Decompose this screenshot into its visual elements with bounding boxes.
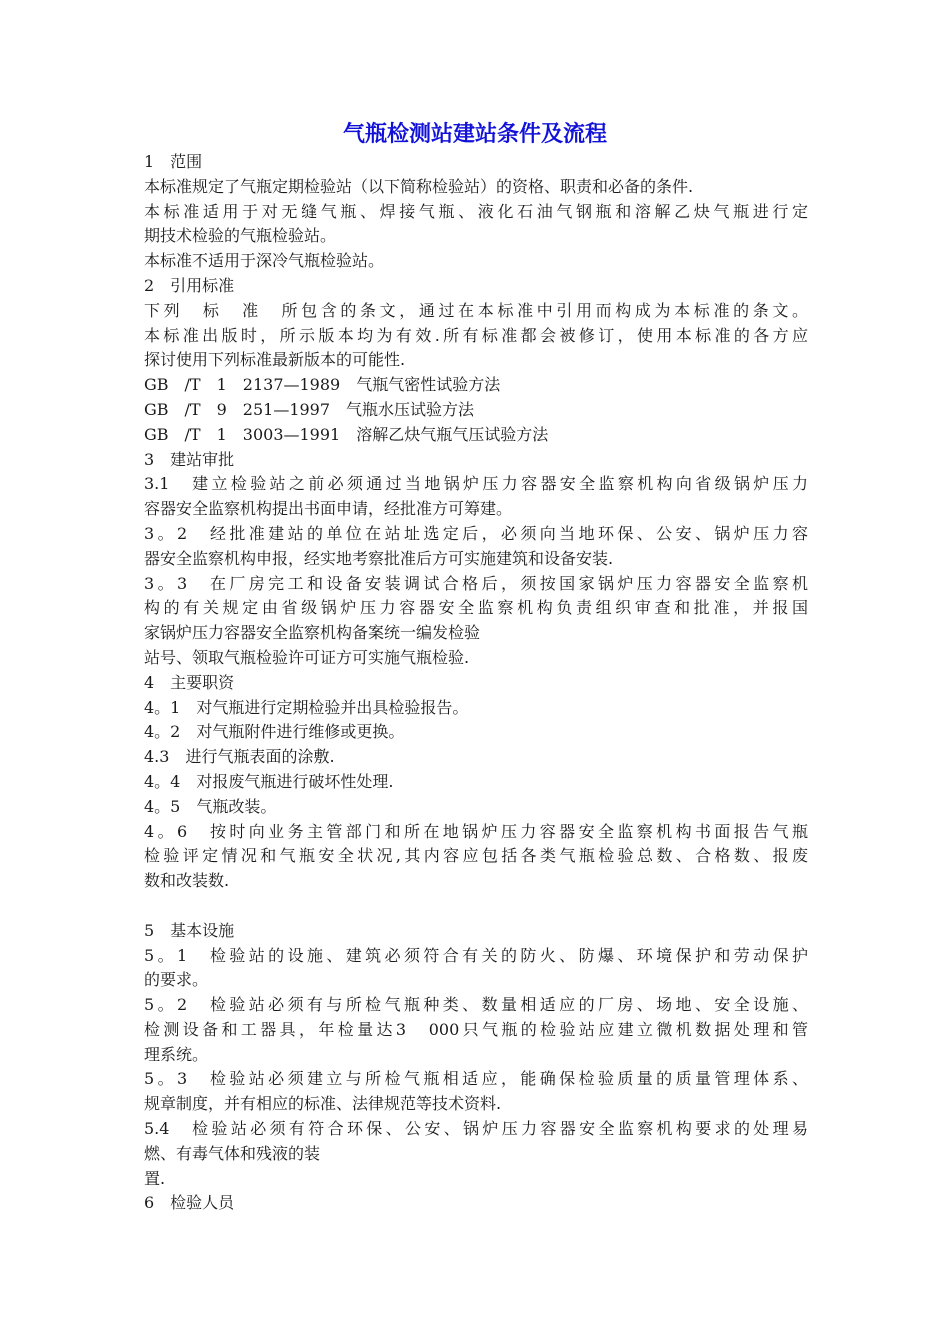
text-line: 本标准不适用于深冷气瓶检验站。	[144, 251, 385, 271]
text-line: 数和改装数.	[144, 871, 230, 891]
text-line: 检测设备和工器具，年检量达3 000只气瓶的检验站应建立微机数据处理和管	[144, 1019, 808, 1039]
document-title: 气瓶检测站建站条件及流程	[342, 122, 607, 147]
text-line: 检验评定情况和气瓶安全状况,其内容应包括各类气瓶检验总数、合格数、报废	[144, 846, 808, 866]
text-line: 规章制度，并有相应的标准、法律规范等技术资料.	[144, 1094, 502, 1114]
text-line: 期技术检验的气瓶检验站。	[144, 226, 337, 246]
text-line: 4.3 进行气瓶表面的涂敷.	[144, 747, 335, 767]
text-line: 4。4 对报废气瓶进行破坏性处理.	[144, 771, 394, 791]
text-line: 器安全监察机构申报，经实地考察批准后方可实施建筑和设备安装.	[144, 548, 614, 568]
text-line: 4。1 对气瓶进行定期检验并出具检验报告。	[144, 697, 469, 717]
text-line: 家锅炉压力容器安全监察机构备案统一编发检验	[144, 623, 481, 643]
text-line	[144, 894, 808, 919]
text-line: 下列 标 准 所包含的条文，通过在本标准中引用而构成为本标准的条文。	[144, 300, 808, 320]
text-line: 置.	[144, 1168, 166, 1188]
text-line: 本标准出版时，所示版本均为有效.所有标准都会被修订，使用本标准的各方应	[144, 325, 808, 345]
text-line: 本标准规定了气瓶定期检验站（以下简称检验站）的资格、职责和必备的条件.	[144, 176, 694, 196]
text-line: 燃、有毒气体和残液的装	[144, 1143, 321, 1163]
text-line: 3.1 建立检验站之前必须通过当地锅炉压力容器安全监察机构向省级锅炉压力	[144, 474, 808, 494]
text-line: 3。3 在厂房完工和设备安装调试合格后，须按国家锅炉压力容器安全监察机	[144, 573, 808, 593]
text-line: 3 建站审批	[144, 449, 235, 469]
text-line: 的要求。	[144, 970, 209, 990]
text-line: 4 主要职资	[144, 672, 235, 692]
text-line: 4。2 对气瓶附件进行维修或更换。	[144, 722, 405, 742]
text-line: 理系统。	[144, 1044, 209, 1064]
text-line: 容器安全监察机构提出书面申请，经批准方可筹建。	[144, 499, 513, 519]
text-line: 4。5 气瓶改装。	[144, 796, 277, 816]
text-line: 探讨使用下列标准最新版本的可能性.	[144, 350, 406, 370]
text-line: 4。6 按时向业务主管部门和所在地锅炉压力容器安全监察机构书面报告气瓶	[144, 821, 808, 841]
text-line: 2 引用标准	[144, 275, 235, 295]
text-line: GB /T 1 2137—1989 气瓶气密性试验方法	[144, 375, 501, 395]
text-line: 5 基本设施	[144, 920, 235, 940]
text-line: 本标准适用于对无缝气瓶、焊接气瓶、液化石油气钢瓶和溶解乙炔气瓶进行定	[144, 201, 808, 221]
text-line: 6 检验人员	[144, 1193, 235, 1213]
text-line: 1 范围	[144, 152, 203, 171]
text-line: GB /T 9 251—1997 气瓶水压试验方法	[144, 399, 475, 419]
text-line: 构的有关规定由省级锅炉压力容器安全监察机构负责组织审查和批准，并报国	[144, 598, 808, 618]
text-line: 5。1 检验站的设施、建筑必须符合有关的防火、防爆、环境保护和劳动保护	[144, 945, 808, 965]
text-line: 3。2 经批准建站的单位在站址选定后，必须向当地环保、公安、锅炉压力容	[144, 523, 808, 543]
text-line: 5.4 检验站必须有符合环保、公安、锅炉压力容器安全监察机构要求的处理易	[144, 1119, 808, 1139]
text-line: 5。3 检验站必须建立与所检气瓶相适应，能确保检验质量的质量管理体系、	[144, 1069, 808, 1089]
text-line: GB /T 1 3003—1991 溶解乙炔气瓶气压试验方法	[144, 424, 549, 444]
document-body	[144, 150, 808, 1216]
text-line: 站号、领取气瓶检验许可证方可实施气瓶检验.	[144, 647, 470, 667]
text-line: 5。2 检验站必须有与所检气瓶种类、数量相适应的厂房、场地、安全设施、	[144, 995, 808, 1015]
